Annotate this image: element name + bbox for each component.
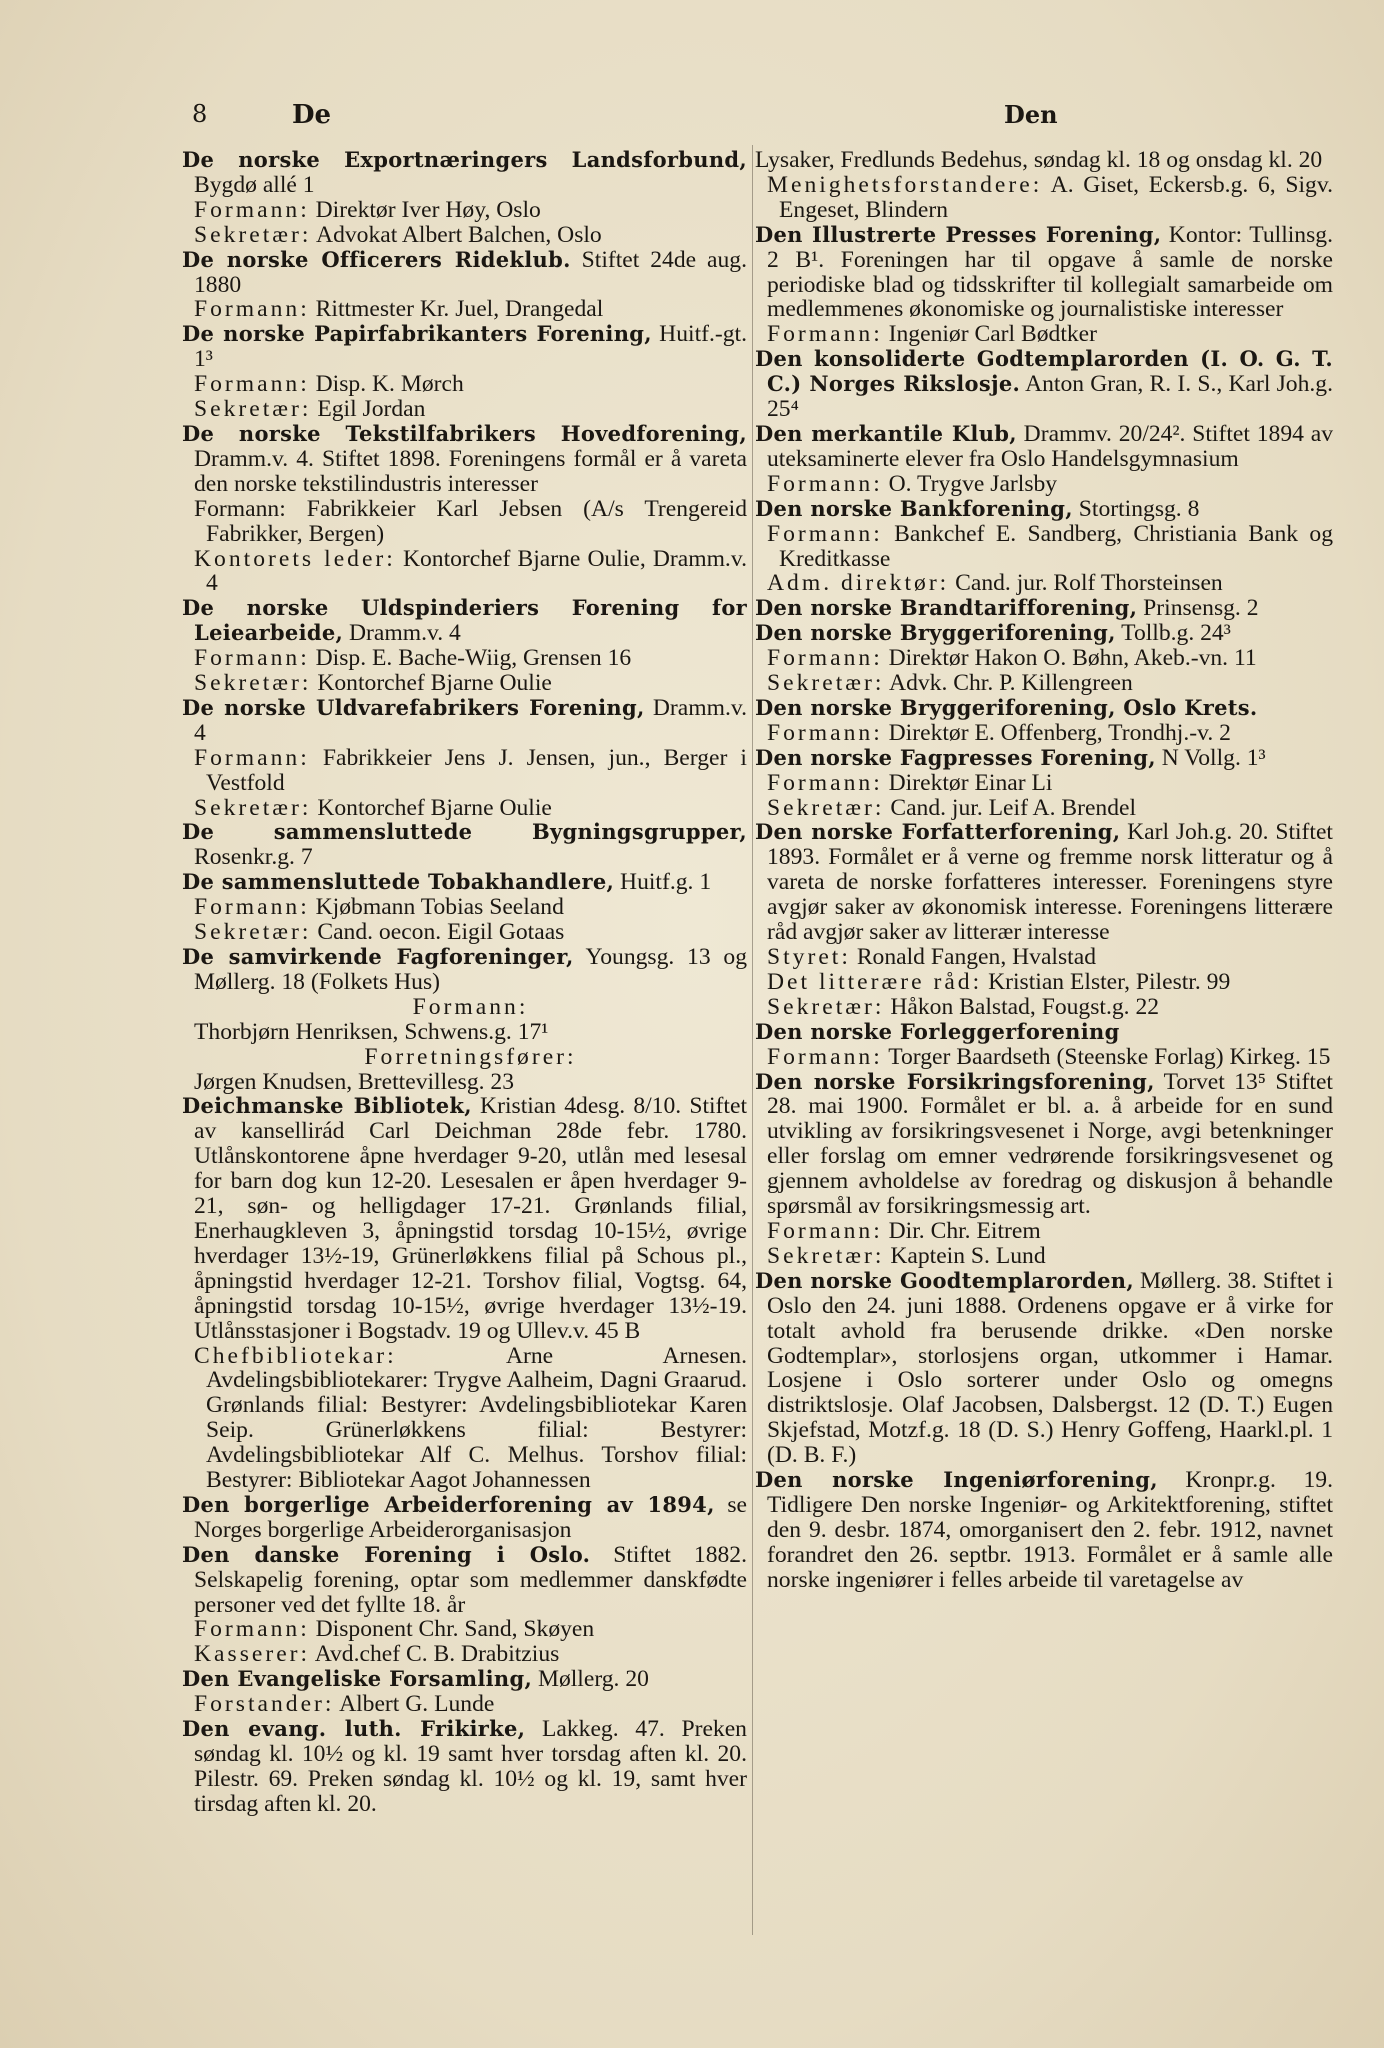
officer-role: Formann: [194, 296, 310, 323]
entry-text: Stortingsg. 8 [1072, 495, 1200, 522]
directory-entry [755, 1269, 1333, 1468]
directory-entry [182, 1493, 747, 1543]
entry-text: Lakkeg. 47. Preken søndag kl. 10½ og kl. 19 samt hver torsdag aften kl. 20. Pilestr. 69. Preken søndag kl. 10½ og kl. 19, samt hver tirsdag aften kl. 20. [194, 1716, 747, 1817]
officer-role: Sekretær: [194, 919, 312, 946]
entry-name: Den norske Bankforening, [755, 495, 1073, 521]
entry-officer-line [194, 1020, 747, 1045]
officer-role: Sekretær: [194, 670, 312, 697]
officer-name: Cand. jur. Leif A. Brendel [884, 794, 1137, 821]
officer-name: Arne Arnesen. Avdelingsbibliotekarer: Trygve Aalheim, Dagni Graarud. Grønlands filial: Bestyrer: Avdelingsbibliotekar Karen Seip. Grünerløkkens filial: Bestyrer: Avdelingsbibliotekar Alf C. Melhus. Torshov filial: Bestyrer: Bibliotekar Aagot Johannessen [206, 1342, 747, 1494]
running-head-right: Den [1004, 100, 1058, 129]
officer-role: Formann: [194, 196, 310, 223]
officer-name: Bankchef E. Sandberg, Christiania Bank og Kreditkasse [779, 520, 1333, 572]
directory-entry [182, 1717, 747, 1817]
officer-role: Chefbibliotekar: [194, 1342, 397, 1369]
officer-role: Sekretær: [767, 993, 885, 1020]
officer-name: Kaptein S. Lund [884, 1242, 1046, 1269]
officer-role: Sekretær: [194, 221, 312, 248]
entry-officer-line [194, 1070, 747, 1095]
officer-role: Formann: [767, 520, 883, 547]
entry-name: Den konsoliderte Godtemplarorden (I. O. G. T. C.) Norges Rikslosje. [755, 346, 1333, 397]
officer-role: Kontorets leder: [194, 545, 396, 572]
officer-role: Formann: [767, 1043, 883, 1070]
entry-officer-line [194, 895, 747, 920]
directory-entry [755, 422, 1333, 497]
directory-entry [755, 223, 1333, 348]
entry-officer-line [767, 671, 1333, 696]
officer-name: Direktør E. Offenberg, Trondhj.-v. 2 [882, 719, 1231, 746]
entry-officer-line [767, 322, 1333, 347]
officer-role: Formann: [194, 645, 310, 672]
entry-name: De sammensluttede Tobakhandlere, [182, 869, 615, 895]
entry-officer-line [767, 1219, 1333, 1244]
entry-name: Den Illustrerte Presses Forening, [755, 221, 1162, 247]
running-head-left: De [292, 100, 332, 130]
entry-text: Stiftet 1882. Selskapelig forening, optar som medlemmer danskfødte personer ved det fyllte 18. år [194, 1541, 747, 1618]
officer-name: Formann: Fabrikkeier Karl Jebsen (A/s Trengereid Fabrikker, Bergen) [194, 495, 747, 547]
officer-name: Disp. K. Mørch [309, 371, 464, 398]
entry-officer-line [767, 646, 1333, 671]
entry-name: De norske Exportnæringers Landsforbund, [182, 147, 747, 172]
entry-officer-line [767, 995, 1333, 1020]
entry-text: Dramm.v. 4 [343, 620, 461, 647]
entry-name: Den norske Ingeniørforening, [755, 1467, 1158, 1493]
entry-name: De norske Officerers Rideklub. [182, 246, 571, 272]
officer-name: Dir. Chr. Eitrem [882, 1217, 1041, 1244]
directory-entry [755, 347, 1333, 422]
right-column [755, 148, 1333, 1593]
officer-name: Kontorchef Bjarne Oulie [311, 670, 552, 697]
directory-entry [755, 1020, 1333, 1070]
officer-role: Sekretær: [767, 1242, 885, 1269]
officer-role: Formann: [194, 744, 310, 771]
officer-name: Disp. E. Bache-Wiig, Grensen 16 [309, 645, 632, 672]
entry-text: Huitf.-gt. 1³ [194, 321, 747, 373]
officer-name: Disponent Chr. Sand, Skøyen [309, 1616, 595, 1643]
entry-text: Youngsg. 13 og Møllerg. 18 (Folkets Hus) [194, 944, 748, 995]
officer-role: Formann: [767, 1217, 883, 1244]
officer-role: Formann: [767, 470, 883, 497]
officer-name: A. Giset, Eckersb.g. 6, Sigv. Engeset, Blindern [779, 171, 1333, 223]
entry-officer-line [194, 1045, 747, 1070]
entry-officer-line [194, 1344, 747, 1493]
entry-text: Dramm.v. 4 [194, 694, 748, 746]
officer-name: Egil Jordan [311, 396, 426, 423]
entry-text: Anton Gran, R. I. S., Karl Joh.g. 25⁴ [767, 371, 1333, 423]
entry-officer-line [194, 796, 747, 821]
officer-role: Sekretær: [194, 794, 312, 821]
officer-name: Kristian Elster, Pilestr. 99 [982, 968, 1231, 995]
officer-name: Ingeniør Carl Bødtker [882, 321, 1098, 348]
officer-role: Sekretær: [767, 794, 885, 821]
officer-name: Jørgen Knudsen, Brettevillesg. 23 [194, 1068, 515, 1095]
directory-entry [755, 696, 1333, 746]
entry-officer-line [194, 547, 747, 597]
entry-text: se Norges borgerlige Arbeiderorganisasjon [194, 1491, 747, 1543]
officer-role: Formann: [194, 1616, 310, 1643]
officer-role: Menighetsforstandere: [767, 171, 1043, 198]
officer-role: Adm. direktør: [767, 570, 950, 597]
entry-officer-line [767, 796, 1333, 821]
entry-officer-line [767, 771, 1333, 796]
entry-name: Den Evangeliske Forsamling, [182, 1666, 533, 1692]
page-number: 8 [192, 100, 208, 128]
entry-officer-line [194, 497, 747, 547]
directory-entry [182, 945, 747, 1094]
entry-officer-line [767, 173, 1333, 223]
entry-officer-line [767, 522, 1333, 572]
directory-entry [182, 696, 747, 821]
entry-officer-line [194, 920, 747, 945]
entry-text: Lysaker, Fredlunds Bedehus, søndag kl. 18 og onsdag kl. 20 [755, 147, 1323, 173]
entry-text: Kontor: Tullinsg. 2 B¹. Foreningen har til opgave å samle de norske periodiske blad og tidsskrifter til kollegialt samarbeide om medlemmenes økonomiske og journalistiske interesser [767, 221, 1333, 323]
entry-text: Kristian 4desg. 8/10. Stiftet av kansellirád Carl Deichman 28de febr. 1780. Utlånskontorene åpne hverdager 9-20, utlån med lesesal for barn dog kun 12-20. Lesesalen er åpen hverdager 9-21, søn- og helligdager 17-21. Grønlands filial, Enerhaugkleven 3, åpningstid torsdag 10-15½, øvrige hverdager 13½-19, Grünerløkkens filial på Schous pl., åpningstid hverdager 12-21. Torshov filial, Vogtsg. 64, åpningstid torsdag 10-15½, øvrige hverdager 13½-19. Utlånsstasjoner i Bogstadv. 19 og Ullev.v. 45 B [194, 1093, 747, 1344]
officer-role: Sekretær: [194, 396, 312, 423]
entry-text: Møllerg. 38. Stiftet i Oslo den 24. juni 1888. Ordenens opgave er å virke for totalt avhold fra berusende drikke. «Den norske Godtemplar», storlosjens organ, utkommer i Hamar. Losjene i Oslo sorterer under Oslo og omegns distriktslosje. Olaf Jacobsen, Dalsbergst. 12 (D. T.) Eugen Skjefstad, Motzf.g. 18 (D. S.) Henry Goffeng, Haarkl.pl. 1 (D. B. F.) [767, 1267, 1333, 1469]
directory-entry [182, 248, 747, 323]
entry-officer-line [194, 671, 747, 696]
entry-name: Den norske Bryggeriforening, [755, 620, 1116, 646]
officer-role: Formann: [767, 321, 883, 348]
entry-officer-line [194, 372, 747, 397]
entry-name: De norske Papirfabrikanters Forening, [182, 321, 652, 347]
directory-entry [755, 1070, 1333, 1269]
entry-text: Huitf.g. 1 [614, 869, 712, 896]
entry-officer-line [767, 472, 1333, 497]
officer-name: Torger Baardseth (Steenske Forlag) Kirkeg. 15 [882, 1043, 1331, 1070]
directory-entry [755, 596, 1333, 621]
entry-text: Kronpr.g. 19. Tidligere Den norske Ingeniør- og Arkitektforening, stiftet den 9. desbr. 1874, omorganisert den 2. febr. 1912, navnet forandret den 26. septbr. 1913. Formålet er å samle alle norske ingeniører i felles arbeide til varetagelse av [767, 1467, 1333, 1593]
entry-text: Møllerg. 20 [532, 1666, 649, 1693]
officer-name: Cand. oecon. Eigil Gotaas [311, 919, 565, 946]
entry-officer-line [194, 1617, 747, 1642]
directory-entry [182, 1094, 747, 1493]
officer-name: Kontorchef Bjarne Oulie, Dramm.v. 4 [206, 545, 747, 597]
officer-name: Kontorchef Bjarne Oulie [311, 794, 552, 821]
entry-name: Den norske Fagpresses Forening, [755, 744, 1156, 770]
entry-name: De norske Uldspinderiers Forening for Leiearbeide, [182, 595, 747, 646]
entry-text: Bygdø allé 1 [194, 171, 315, 198]
entry-text: Torvet 13⁵ Stiftet 28. mai 1900. Formålet er bl. a. å arbeide for en sund utvikling av forsikringsvesenet i Norge, avgi betenkninger eller forslag om emner vedrørende forsikringsvesenet og gjennem avholdelse av foredrag og diskusjon å behandle spørsmål av forsikringsmessig art. [767, 1068, 1333, 1220]
entry-name: De samvirkende Fagforeninger, [182, 944, 574, 969]
officer-name: Ronald Fangen, Hvalstad [850, 944, 1096, 970]
entry-name: De norske Uldvarefabrikers Forening, [182, 694, 645, 720]
entry-officer-line [194, 995, 747, 1020]
directory-entry [182, 870, 747, 945]
officer-name: Avd.chef C. B. Drabitzius [310, 1641, 560, 1668]
entry-name: De sammensluttede Bygningsgrupper, [182, 819, 747, 845]
directory-entry [755, 820, 1333, 1019]
officer-name: Cand. jur. Rolf Thorsteinsen [949, 570, 1223, 597]
entry-officer-line [194, 223, 747, 248]
officer-name: Advokat Albert Balchen, Oslo [311, 221, 602, 248]
entry-name: Den norske Forsikringsforening, [755, 1068, 1155, 1094]
entry-officer-line [767, 945, 1333, 970]
entry-text: Karl Joh.g. 20. Stiftet 1893. Formålet er å verne og fremme norsk litteratur og å vareta de norske forfatteres interesser. Foreningens styre avgjør saker av økonomisk interesse. Foreningens litterære råd avgjør saker av litterær interesse [767, 819, 1333, 946]
entry-officer-line [194, 1692, 747, 1717]
directory-entry [755, 497, 1333, 597]
officer-name: Direktør Einar Li [882, 769, 1053, 796]
officer-name: Thorbjørn Henriksen, Schwens.g. 17¹ [194, 1018, 549, 1045]
entry-text: Drammv. 20/24². Stiftet 1894 av uteksaminerte elever fra Oslo Handelsgymnasium [767, 420, 1333, 472]
officer-name: Direktør Iver Høy, Oslo [309, 196, 541, 223]
officer-role: Formann: [412, 993, 529, 1020]
officer-role: Formann: [767, 645, 883, 672]
officer-name: Fabrikkeier Jens J. Jensen, jun., Berger i Vestfold [206, 744, 747, 796]
entry-name: Den borgerlige Arbeiderforening av 1894, [182, 1491, 715, 1517]
entry-name: De norske Tekstilfabrikers Hovedforening, [182, 420, 747, 446]
entry-officer-line [767, 1045, 1333, 1070]
officer-role: Sekretær: [767, 670, 885, 697]
officer-role: Forretningsfører: [364, 1043, 577, 1070]
entry-officer-line [767, 721, 1333, 746]
directory-entry [182, 148, 747, 248]
entry-name: Den evang. luth. Frikirke, [182, 1716, 526, 1742]
entry-name: Den merkantile Klub, [755, 420, 1017, 446]
officer-name: Håkon Balstad, Fougst.g. 22 [884, 993, 1160, 1020]
entry-name: Den norske Forleggerforening [755, 1018, 1120, 1044]
officer-name: Kjøbmann Tobias Seeland [309, 894, 564, 921]
entry-name: Den danske Forening i Oslo. [182, 1541, 591, 1567]
officer-role: Formann: [767, 769, 883, 796]
entry-text: Stiftet 24de aug. 1880 [194, 246, 747, 298]
officer-name: Albert G. Lunde [334, 1691, 495, 1718]
directory-entry [755, 621, 1333, 696]
entry-officer-line [767, 970, 1333, 995]
officer-name: O. Trygve Jarlsby [882, 470, 1058, 497]
officer-role: Kasserer: [194, 1641, 311, 1668]
entry-text: Tollb.g. 24³ [1115, 620, 1231, 647]
column-divider [752, 145, 753, 1935]
officer-role: Det litterære råd: [767, 968, 983, 995]
directory-entry [182, 596, 747, 696]
entry-text: Dramm.v. 4. Stiftet 1898. Foreningens formål er å vareta den norske tekstilindustris interesser [194, 445, 747, 497]
officer-name: Direktør Hakon O. Bøhn, Akeb.-vn. 11 [882, 645, 1257, 672]
directory-entry [755, 746, 1333, 821]
entry-text: Prinsensg. 2 [1137, 595, 1259, 622]
directory-entry [182, 422, 747, 596]
entry-text: N Vollg. 1³ [1155, 744, 1266, 771]
entry-name: Den norske Forfatterforening, [755, 819, 1121, 845]
entry-officer-line [194, 646, 747, 671]
officer-role: Formann: [767, 719, 883, 746]
entry-name: Deichmanske Bibliotek, [182, 1093, 472, 1119]
directory-entry [755, 1468, 1333, 1593]
entry-name: Den norske Bryggeriforening, Oslo Krets. [755, 694, 1258, 720]
directory-entry [182, 820, 747, 870]
entry-officer-line [767, 571, 1333, 596]
entry-officer-line [194, 1642, 747, 1667]
officer-role: Formann: [194, 371, 310, 398]
left-column [182, 148, 747, 1817]
entry-officer-line [767, 1244, 1333, 1269]
officer-name: Rittmester Kr. Juel, Drangedal [309, 296, 604, 323]
officer-name: Advk. Chr. P. Killengreen [884, 670, 1133, 697]
directory-entry [182, 1543, 747, 1668]
officer-role: Styret: [767, 944, 851, 970]
entry-officer-line [194, 297, 747, 322]
entry-officer-line [194, 198, 747, 223]
directory-entry [755, 148, 1333, 223]
officer-role: Formann: [194, 894, 310, 921]
directory-entry [182, 322, 747, 422]
directory-entry [182, 1667, 747, 1717]
entry-text: Rosenkr.g. 7 [194, 844, 313, 871]
entry-name: Den norske Brandtarifforening, [755, 595, 1138, 621]
officer-role: Forstander: [194, 1691, 335, 1718]
entry-name: Den norske Goodtemplarorden, [755, 1267, 1134, 1293]
entry-officer-line [194, 397, 747, 422]
entry-officer-line [194, 746, 747, 796]
